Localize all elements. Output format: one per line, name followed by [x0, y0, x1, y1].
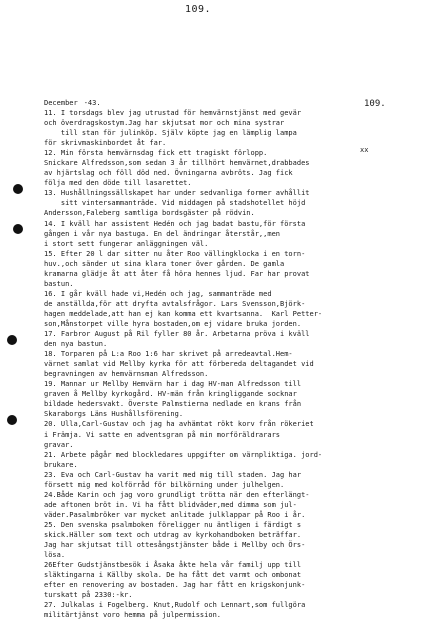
text-line: 18. Torparen på L:a Roo 1:6 har skrivet på arredeavtal.Hem- — [44, 350, 293, 359]
text-line: Jag har skjutsat till ottesångstjänster både i Mellby och Örs- — [44, 541, 306, 550]
text-line: begravningen av hemvärnsman Alfredsson. — [44, 370, 209, 379]
header-year: -43. — [83, 99, 101, 107]
page-number-right: 109. — [364, 99, 386, 109]
text-line: väder.Pasalmbröker var mycket anlitade julklappar på Roo i år. — [44, 510, 306, 519]
text-line: 16. I går kväll hade vi,Hedén och jag, sammanträde med — [44, 289, 272, 298]
text-line: Skaraborgs Läns Hushållsförening. — [44, 410, 184, 419]
text-line: bastun. — [44, 279, 74, 288]
text-line: sitt vintersammanträde. Vid middagen på stadshotellet höjd — [44, 199, 306, 208]
text-line: 15. Efter 20 l dar sitter nu åter Roo vällingklocka i en torn- — [44, 249, 306, 258]
punch-hole — [13, 224, 23, 234]
text-line: son,Månstorpet ville hyra bostaden,om ej vidare bruka jorden. — [44, 319, 302, 328]
text-line: 13. Hushållningssällskapet har under sedvanliga former avhållit — [44, 189, 310, 198]
text-line: i stort sett fungerar anläggningen väl. — [44, 239, 209, 248]
page-number-top: 109. — [185, 4, 212, 15]
text-line: bildade hedersvakt. Överste Palmstierna nedlade en krans från — [44, 400, 302, 409]
text-line: turskatt på 2330:-kr. — [44, 591, 133, 600]
text-line: i Främja. Vi satte en adventsgran på min morföräldrarars — [44, 430, 281, 439]
text-line: 24.Både Karin och jag voro grundligt trötta när den efterlängt- — [44, 490, 310, 499]
punch-hole — [7, 335, 17, 345]
text-line: 26Efter Gudstjänstbesök i Åsaka åkte hela vår familj upp till — [44, 561, 302, 570]
text-line: graven å Mellby kyrkogård. HV-män från kringliggande socknar — [44, 390, 297, 399]
text-line: kramarna glädje åt att åter få höra hennes ljud. Far har provat — [44, 269, 310, 278]
text-line: huv.,och sänder ut sina klara toner över gården. De gamla — [44, 259, 285, 268]
text-line: efter en renovering av bostaden. Jag har fått en krigskonjunk- — [44, 581, 306, 590]
margin-mark: xx — [360, 146, 369, 154]
text-line: den nya bastun. — [44, 340, 108, 349]
text-line: värnet samlat vid Mellby kyrka för att förbereda deltagandet vid — [44, 360, 314, 369]
text-line: försett mig med kolförråd för bilkörning under julhelgen. — [44, 480, 285, 489]
text-line: de anställda,för att dryfta avtalsfrågor. Lars Svensson,Björk- — [44, 299, 306, 308]
text-line: 25. Den svenska psalmboken föreligger nu äntligen i färdigt s — [44, 520, 302, 529]
text-line: 11. I torsdags blev jag utrustad för hemvärnstjänst med gevär — [44, 109, 302, 117]
text-line: till stan för julinköp. Själv köpte jag en lämplig lampa — [44, 129, 297, 138]
text-line: gravar. — [44, 440, 74, 449]
header-month: December — [44, 99, 78, 107]
text-line: militärtjänst voro hemma på julpermission. — [44, 611, 222, 620]
text-line: hagen meddelade,att han ej kan komma ett kvartsanna. Karl Petter- — [44, 309, 323, 318]
text-line: för skrivmaskinbordet åt far. — [44, 139, 167, 148]
text-line: 21. Arbete pågår med blockledares uppgifter om värnpliktiga. jord- — [44, 450, 323, 459]
punch-hole — [7, 415, 17, 425]
text-line: 17. Farbror August på Ril fyller 80 år. Arbetarna pröva i kväll — [44, 330, 310, 339]
text-line: 23. Eva och Carl-Gustav ha varit med mig till staden. Jag har — [44, 470, 302, 479]
text-line: och överdragskostym.Jag har skjutsat mor och mina systrar — [44, 119, 285, 128]
text-line: 12. Min första hemvärnsdag fick ett tragiskt förlopp. — [44, 149, 268, 158]
diary-text — [44, 108, 419, 620]
text-line: 20. Ulla,Carl-Gustav och jag ha avhämtat rökt korv från rökeriet — [44, 420, 314, 429]
text-line: 14. I kväll har assistent Hedén och jag badat bastu,för första — [44, 219, 306, 228]
date-header — [44, 99, 107, 107]
text-line: 19. Mannar ur Mellby Hemvärn har i dag HV-man Alfredsson till — [44, 380, 302, 389]
text-line: 27. Julkalas i Fogelberg. Knut,Rudolf och Lennart,som fullgöra — [44, 601, 306, 610]
text-line: gången i vår nya bastuga. En del ändringar återstår,,men — [44, 229, 281, 238]
text-line: Snickare Alfredsson,som sedan 3 år tillhört hemvärnet,drabbades — [44, 159, 310, 168]
punch-hole — [13, 184, 23, 194]
text-line: av hjärtslag och föll död ned. Övningarna avbröts. Jag fick — [44, 169, 293, 178]
text-line: ade aftonen bröt in. Vi ha fått blidväder,med dimma som jul- — [44, 500, 297, 509]
text-line: skick.Häller som text och utdrag av kyrkohandboken beträffar. — [44, 530, 302, 539]
text-line: brukare. — [44, 460, 78, 469]
text-line: lösa. — [44, 551, 66, 560]
text-line: följa med den döde till lasarettet. — [44, 179, 192, 188]
text-line: Andersson,Faleberg samtliga bordsgäster på rödvin. — [44, 209, 255, 218]
text-line: släktingarna i Källby skola. De ha fått det varmt och ombonat — [44, 571, 302, 580]
